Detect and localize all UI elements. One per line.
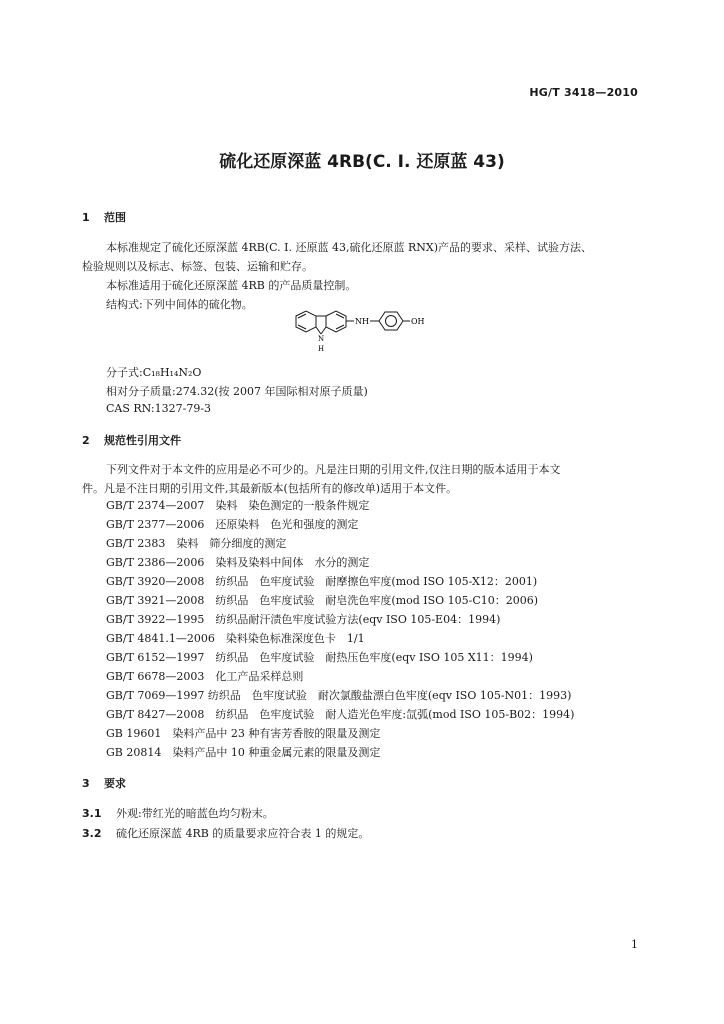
chemical-structure-diagram: [282, 310, 442, 360]
reference-item: GB/T 4841.1—2006 染料染色标准深度色卡 1/1: [106, 632, 365, 645]
reference-item: GB/T 2383 染料 筛分细度的测定: [106, 537, 287, 550]
phenol-ring: [379, 312, 403, 330]
requirement-number: 3.2: [82, 827, 102, 840]
requirement-text: 硫化还原深蓝 4RB 的质量要求应符合表 1 的规定。: [116, 827, 370, 840]
molecular-formula: 分子式:C₁₈H₁₄N₂O: [106, 366, 202, 379]
molecular-mass: 相对分子质量:274.32(按 2007 年国际相对原子质量): [106, 385, 368, 398]
refs-intro-line-2: 件。凡是不注日期的引用文件,其最新版本(包括所有的修改单)适用于本文件。: [82, 482, 458, 495]
scope-applicability: 本标准适用于硫化还原深蓝 4RB 的产品质量控制。: [106, 279, 357, 292]
section-number: 1: [82, 211, 90, 224]
reference-item: GB/T 3921—2008 纺织品 色牢度试验 耐皂洗色牢度(mod ISO 105-C10：2006): [106, 594, 539, 607]
structure-label: 结构式:下列中间体的硫化物。: [106, 298, 253, 311]
oh-label: OH: [411, 317, 425, 326]
requirement-item: [82, 805, 274, 821]
scope-paragraph-line-1: 本标准规定了硫化还原深蓝 4RB(C. I. 还原蓝 43,硫化还原蓝 RNX)产品的要求、采样、试验方法、: [106, 241, 593, 254]
reference-item: GB/T 6678—2003 化工产品采样总则: [106, 670, 304, 683]
reference-item: GB/T 2386—2006 染料及染料中间体 水分的测定: [106, 556, 370, 569]
section-title: 范围: [104, 211, 126, 224]
pyrrole-ring: [312, 316, 330, 334]
section-number: 3: [82, 777, 90, 790]
reference-item: GB 19601 染料产品中 23 种有害芳香胺的限量及测定: [106, 727, 381, 740]
section-3-heading: [82, 775, 126, 791]
section-2-heading: [82, 432, 181, 448]
requirement-number: 3.1: [82, 807, 102, 820]
section-title: 要求: [104, 777, 126, 790]
refs-intro-line-1: 下列文件对于本文件的应用是必不可少的。凡是注日期的引用文件,仅注日期的版本适用于本文: [106, 463, 561, 476]
reference-item: GB 20814 染料产品中 10 种重金属元素的限量及测定: [106, 746, 381, 759]
n-label: N: [318, 335, 325, 343]
requirement-text: 外观:带红光的暗蓝色均匀粉末。: [116, 807, 274, 820]
reference-item: GB/T 3920—2008 纺织品 色牢度试验 耐摩擦色牢度(mod ISO 105-X12：2001): [106, 575, 538, 588]
reference-item: GB/T 6152—1997 纺织品 色牢度试验 耐热压色牢度(eqv ISO 105 X11：1994): [106, 651, 533, 664]
section-1-heading: [82, 209, 126, 225]
nh-label: NH: [355, 317, 369, 326]
scope-paragraph-line-2: 检验规则以及标志、标签、包装、运输和贮存。: [82, 260, 313, 273]
reference-item: GB/T 2377—2006 还原染料 色光和强度的测定: [106, 518, 359, 531]
page-number: 1: [631, 938, 638, 951]
standard-code: HG/T 3418—2010: [529, 86, 638, 99]
section-number: 2: [82, 434, 90, 447]
reference-item: GB/T 2374—2007 染料 染色测定的一般条件规定: [106, 499, 370, 512]
h-label: H: [318, 345, 325, 353]
reference-item: GB/T 7069—1997 纺织品 色牢度试验 耐次氯酸盐漂白色牢度(eqv ISO 105-N01：1993): [106, 689, 572, 702]
requirement-item: [82, 825, 369, 841]
reference-item: GB/T 8427—2008 纺织品 色牢度试验 耐人造光色牢度:氙弧(mod ISO 105-B02：1994): [106, 708, 575, 721]
page-title: 硫化还原深蓝 4RB(C. I. 还原蓝 43): [219, 152, 505, 172]
section-title: 规范性引用文件: [104, 434, 181, 447]
cas-number: CAS RN:1327-79-3: [106, 402, 212, 415]
reference-item: GB/T 3922—1995 纺织品耐汗渍色牢度试验方法(eqv ISO 105-E04：1994): [106, 613, 501, 626]
